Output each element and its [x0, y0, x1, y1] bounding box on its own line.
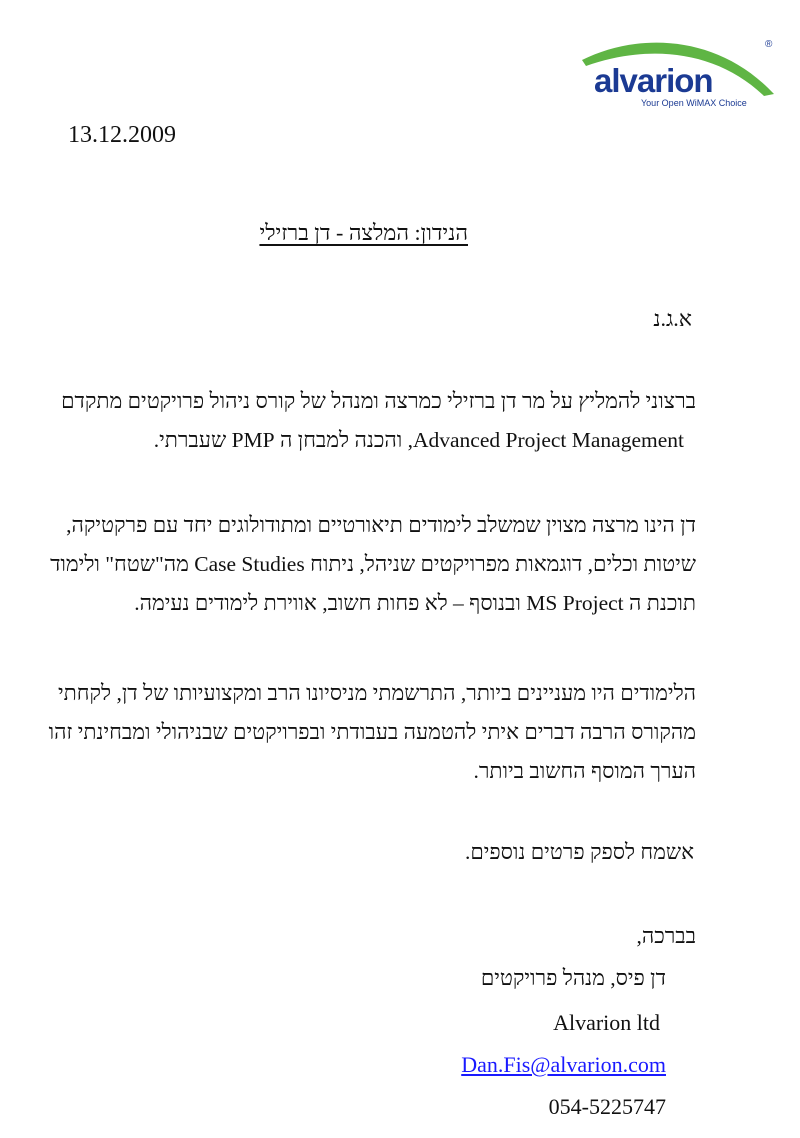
paragraph-line: שיטות וכלים, דוגמאות מפרויקטים שניהל, ניתוח Case Studies מה"שטח" ולימוד	[50, 552, 696, 576]
paragraph-3	[16, 674, 696, 791]
paragraph-1	[16, 382, 696, 460]
paragraph-line: ברצוני להמליץ על מר דן ברזילי כמרצה ומנהל של קורס ניהול פרויקטים מתקדם	[61, 389, 696, 413]
registered-mark: ®	[765, 39, 773, 50]
paragraph-line: Advanced Project Management, והכנה למבחן ה PMP שעברתי.	[153, 428, 684, 452]
letter-subject: הנידון: המלצה - דן ברזילי	[259, 220, 468, 245]
paragraph-2	[16, 506, 696, 623]
paragraph-line: הלימודים היו מעניינים ביותר, התרשמתי מניסיונו הרב ומקצועיותו של דן, לקחתי	[58, 681, 696, 705]
signature-regards: בברכה,	[636, 924, 696, 948]
signature-company: Alvarion ltd	[553, 1010, 660, 1035]
signature-email-link[interactable]: Dan.Fis@alvarion.com	[461, 1052, 666, 1077]
paragraph-line: דן הינו מרצה מצוין שמשלב לימודים תיאורטיים ומתודולוגים יחד עם פרקטיקה,	[66, 513, 696, 537]
paragraph-line: תוכנת ה MS Project ובנוסף – לא פחות חשוב, אווירת לימודים נעימה.	[134, 591, 696, 615]
paragraph-line: הערך המוסף החשוב ביותר.	[473, 759, 696, 783]
letter-greeting: א.ג.נ	[653, 306, 692, 331]
signature-name-title: דן פיס, מנהל פרויקטים	[480, 966, 666, 990]
logo-wordmark: alvarion	[594, 62, 713, 99]
paragraph-line: מהקורס הרבה דברים איתי להטמעה בעבודתי ובפרויקטים שבניהולי ומבחינתי זהו	[48, 720, 696, 744]
signature-phone: 054-5225747	[548, 1094, 666, 1119]
closing-line: אשמח לספק פרטים נוספים.	[464, 840, 694, 864]
letter-date: 13.12.2009	[68, 122, 176, 148]
logo-tagline: Your Open WiMAX Choice	[641, 98, 747, 108]
